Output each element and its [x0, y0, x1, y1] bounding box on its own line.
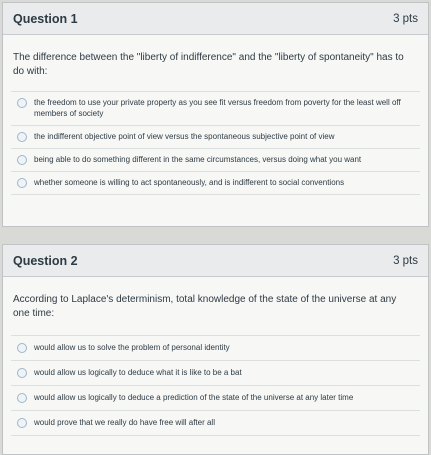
radio-button[interactable] [17, 155, 27, 165]
radio-button[interactable] [17, 132, 27, 142]
radio-button[interactable] [17, 178, 27, 188]
answer-label: would allow us to solve the problem of personal identity [34, 343, 230, 352]
question-card-1 [2, 2, 429, 227]
answer-option[interactable] [11, 125, 420, 148]
answer-label: whether someone is willing to act spontaneously, and is indifferent to social conventions [34, 178, 345, 187]
answer-label: the indifferent objective point of view versus the spontaneous subjective point of view [34, 132, 335, 141]
question-points: 3 pts [393, 12, 418, 25]
answer-label: would allow us logically to deduce what it is like to be a bat [34, 368, 242, 377]
answer-option[interactable] [11, 360, 420, 385]
radio-button[interactable] [17, 393, 27, 403]
answer-option[interactable] [11, 385, 420, 410]
answer-list [11, 335, 420, 436]
question-title: Question 1 [13, 11, 78, 26]
answer-label: would prove that we really do have free will after all [34, 418, 215, 427]
answer-list [11, 91, 420, 195]
answer-label: being able to do something different in the same circumstances, versus doing what you want [34, 155, 362, 164]
question-text: According to Laplace's determinism, total knowledge of the state of the universe at any one time: [13, 294, 397, 319]
answer-option[interactable] [11, 171, 420, 195]
question-header [3, 3, 428, 35]
radio-button[interactable] [17, 343, 27, 353]
radio-button[interactable] [17, 418, 27, 428]
radio-button[interactable] [17, 98, 27, 108]
answer-label: would allow us logically to deduce a prediction of the state of the universe at any later time [34, 393, 354, 402]
answer-label: the freedom to use your private property as you see fit versus freedom from poverty for the least well off members of society [34, 98, 401, 118]
answer-option[interactable] [11, 410, 420, 436]
question-header [3, 245, 428, 277]
radio-button[interactable] [17, 368, 27, 378]
question-text: The difference between the "liberty of indifference" and the "liberty of spontaneity" has to do with: [13, 52, 404, 77]
question-points: 3 pts [393, 254, 418, 267]
answer-option[interactable] [11, 335, 420, 360]
question-card-2 [2, 244, 429, 455]
question-title: Question 2 [13, 253, 78, 268]
answer-option[interactable] [11, 148, 420, 171]
answer-option[interactable] [11, 91, 420, 125]
